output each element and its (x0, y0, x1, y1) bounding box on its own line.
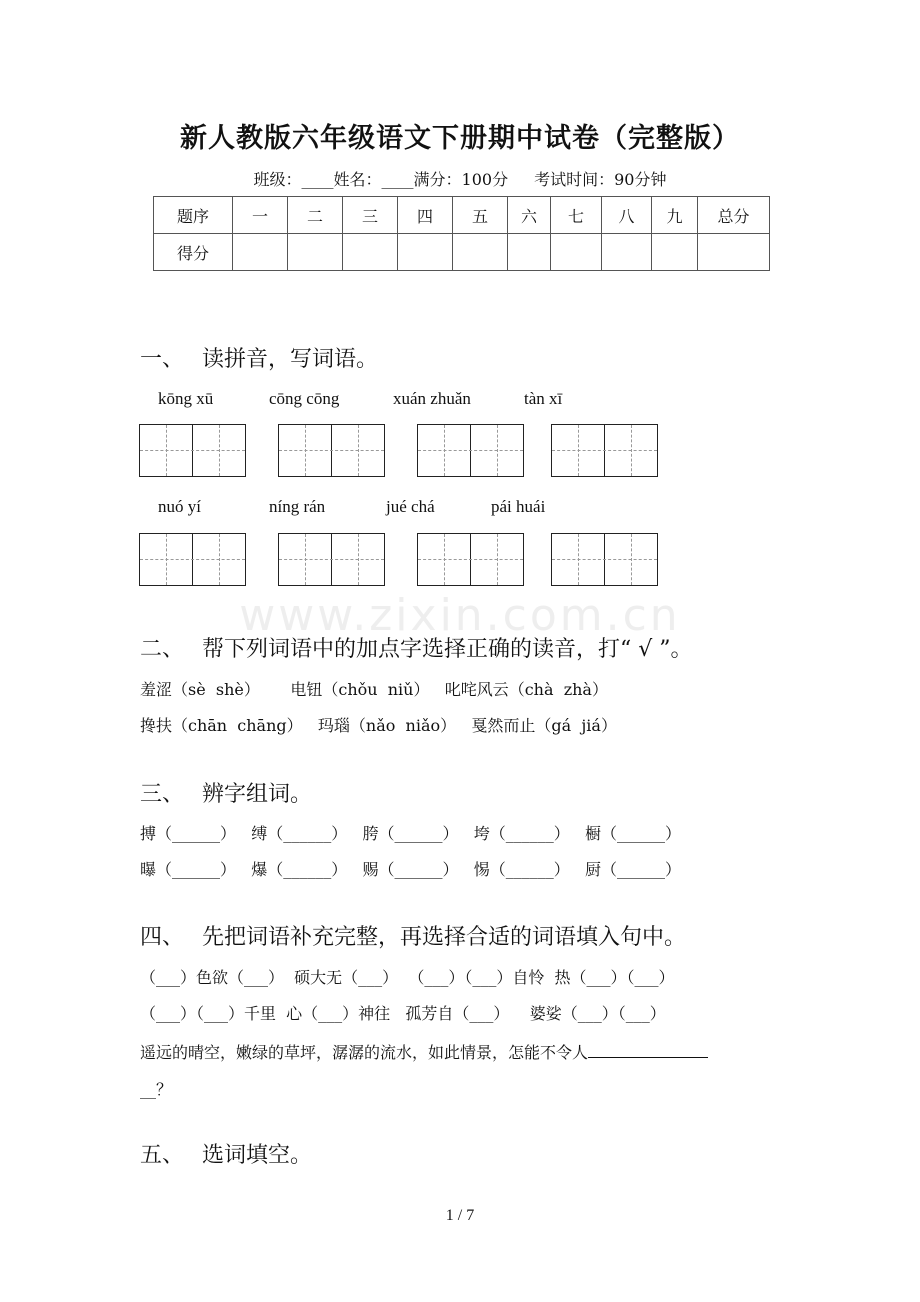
score-cell[interactable] (652, 234, 698, 271)
section3-line2: 曝（______） 爆（______） 赐（______） 惕（______） 厨（______） (140, 860, 682, 879)
writing-box[interactable] (139, 533, 246, 586)
section3-line1: 搏（______） 缚（______） 胯（______） 垮（______） 橱（______） (140, 824, 682, 843)
pinyin-label: pái huái (491, 497, 546, 516)
page-number: 1 / 7 (445, 1207, 475, 1224)
score-row-label: 得分 (154, 234, 233, 271)
exam-info-left: 班级：____姓名：____满分：100分 (253, 170, 509, 189)
section4-line4: __？ (140, 1080, 173, 1099)
score-cell[interactable] (602, 234, 652, 271)
watermark: www.zixin.com.cn (239, 590, 681, 641)
section4-line3 (140, 1040, 708, 1063)
section3-number: 三、 (140, 782, 185, 807)
score-cell[interactable] (398, 234, 453, 271)
score-header-cell: 五 (453, 197, 508, 234)
pinyin-label: nuó yí (158, 497, 201, 516)
section5-number: 五、 (140, 1143, 185, 1168)
pinyin-label: tàn xī (524, 389, 563, 408)
score-table-header-row (154, 197, 770, 234)
score-header-cell: 六 (508, 197, 551, 234)
section2-number: 二、 (140, 637, 185, 662)
score-header-cell: 一 (233, 197, 288, 234)
exam-info (0, 167, 920, 190)
score-cell[interactable] (508, 234, 551, 271)
pinyin-label: níng rán (269, 497, 326, 516)
pinyin-label: kōng xū (158, 389, 214, 408)
section4-heading (140, 920, 686, 951)
section4-sentence: 遥远的晴空，嫩绿的草坪，潺潺的流水，如此情景，怎能不令人 (140, 1043, 589, 1062)
section3-title: 辨字组词。 (202, 782, 313, 807)
page-title: 新人教版六年级语文下册期中试卷（完整版） (180, 123, 740, 154)
section3-heading (140, 777, 312, 808)
score-cell[interactable] (551, 234, 602, 271)
score-header-cell: 题序 (154, 197, 233, 234)
section5-heading (140, 1138, 312, 1169)
pinyin-label: cōng cōng (269, 389, 340, 408)
section2-line2: 搀扶（chān chāng） 玛瑙（nǎo niǎo） 戛然而止（gá jiá） (140, 716, 617, 735)
score-cell[interactable] (453, 234, 508, 271)
section4-line2: （___）（___）千里 心（___）神往 孤芳自（___） 婆娑（___）（___） (140, 1004, 666, 1023)
section1-heading (140, 342, 378, 373)
score-header-cell: 八 (602, 197, 652, 234)
score-header-cell: 七 (551, 197, 602, 234)
score-table (153, 196, 770, 271)
score-header-cell: 九 (652, 197, 698, 234)
section4-line1: （___）色欲（___） 硕大无（___） （___）（___）自怜 热（___）（___） (140, 968, 675, 987)
score-cell[interactable] (698, 234, 770, 271)
score-table-score-row (154, 234, 770, 271)
section5-title: 选词填空。 (202, 1143, 313, 1168)
section1-number: 一、 (140, 347, 185, 372)
writing-box[interactable] (417, 424, 524, 477)
score-cell[interactable] (288, 234, 343, 271)
section1-title: 读拼音，写词语。 (202, 347, 379, 372)
section2-title: 帮下列词语中的加点字选择正确的读音，打“ √ ”。 (202, 637, 693, 662)
writing-box[interactable] (551, 533, 658, 586)
section4-number: 四、 (140, 925, 185, 950)
writing-box[interactable] (278, 533, 385, 586)
section4-title: 先把词语补充完整，再选择合适的词语填入句中。 (202, 925, 687, 950)
score-cell[interactable] (233, 234, 288, 271)
answer-blank[interactable] (588, 1043, 708, 1058)
section2-line1: 羞涩（sè shè） 电钮（chǒu niǔ） 叱咤风云（chà zhà） (140, 680, 608, 699)
writing-box[interactable] (551, 424, 658, 477)
writing-box[interactable] (139, 424, 246, 477)
score-header-cell: 三 (343, 197, 398, 234)
section2-heading (140, 632, 693, 663)
writing-box[interactable] (278, 424, 385, 477)
score-header-cell: 四 (398, 197, 453, 234)
score-cell[interactable] (343, 234, 398, 271)
score-header-cell: 二 (288, 197, 343, 234)
pinyin-label: jué chá (386, 497, 435, 516)
writing-box[interactable] (417, 533, 524, 586)
score-header-cell: 总分 (698, 197, 770, 234)
exam-info-right: 考试时间：90分钟 (534, 170, 667, 189)
pinyin-label: xuán zhuǎn (393, 389, 471, 408)
